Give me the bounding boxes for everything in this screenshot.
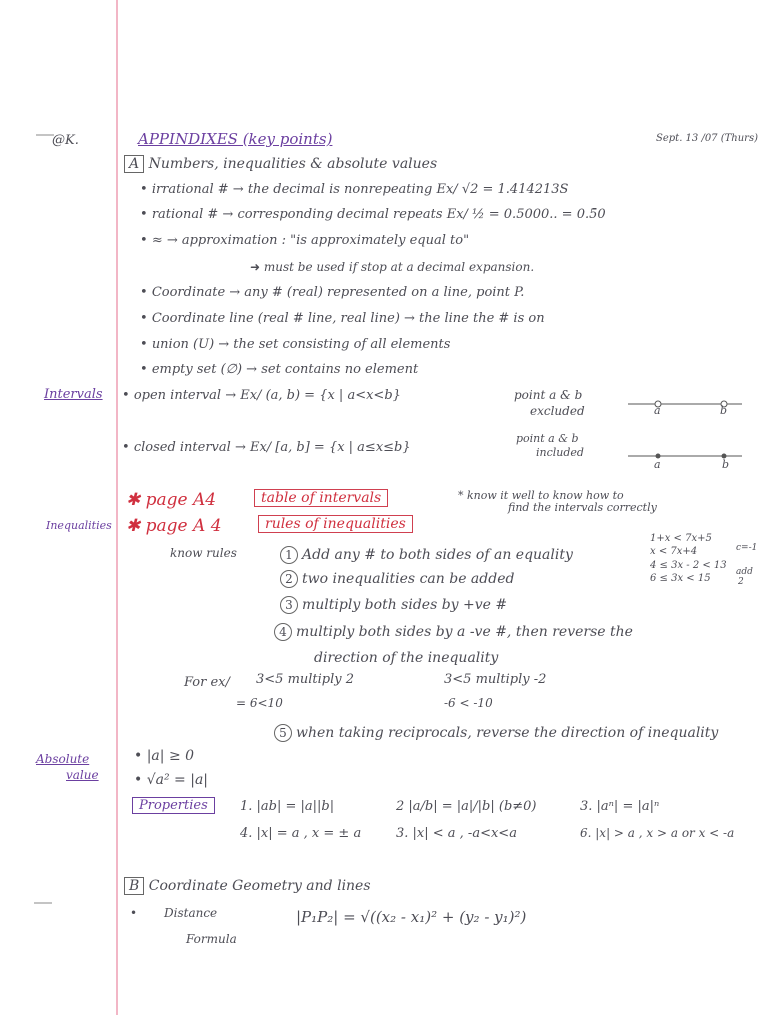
rule-3: 3 multiply both sides by +ve # <box>280 596 507 614</box>
rule-2: 2 two inequalities can be added <box>280 570 514 588</box>
bullet-empty-set: • empty set (∅) → set contains no element <box>140 362 419 377</box>
table-of-intervals-label: table of intervals <box>254 489 388 507</box>
abs-bullet-1: • |a| ≥ 0 <box>134 748 195 764</box>
closed-note-1: point a & b <box>516 432 579 445</box>
side-calc-2num: 2 <box>738 577 744 587</box>
closed-a-label: a <box>654 458 661 471</box>
side-calc-1: 1+x < 7x+5 <box>650 533 712 544</box>
section-b-title: Coordinate Geometry and lines <box>148 878 371 894</box>
open-note-1: point a & b <box>514 388 583 402</box>
section-a-label: A <box>124 155 144 173</box>
side-calc-4: 6 ≤ 3x < 15 <box>650 573 711 584</box>
property-3: 3. |aⁿ| = |a|ⁿ <box>580 799 660 814</box>
example-2b: -6 < -10 <box>444 696 493 710</box>
property-1: 1. |ab| = |a||b| <box>240 799 335 814</box>
property-6: 6. |x| > a , x > a or x < -a <box>580 826 735 840</box>
section-a-heading <box>124 156 437 172</box>
margin-dash-1 <box>36 132 56 138</box>
open-note-2: excluded <box>530 404 585 418</box>
bullet-approx: • ≈ → approximation : "is approximately equal to" <box>140 233 470 248</box>
bullet-irrational: • irrational # → the decimal is nonrepeating Ex/ √2 = 1.414213S <box>140 182 569 197</box>
example-2a: 3<5 multiply -2 <box>444 672 547 687</box>
rule-4-cont: direction of the inequality <box>314 650 499 666</box>
property-5: 3. |x| < a , -a<x<a <box>396 826 517 841</box>
date: Sept. 13 /07 (Thurs) <box>656 133 758 144</box>
rule-5: 5 when taking reciprocals, reverse the direction of inequality <box>274 724 718 742</box>
distance-formula: |P₁P₂| = √((x₂ - x₁)² + (y₂ - y₁)²) <box>296 908 527 926</box>
section-a-title: Numbers, inequalities & absolute values <box>148 156 438 172</box>
margin-label-value: value <box>66 768 99 782</box>
margin-label-inequalities: Inequalities <box>46 519 112 532</box>
know-rules: know rules <box>170 546 237 560</box>
bullet-coordinate: • Coordinate → any # (real) represented on a line, point P. <box>140 285 525 300</box>
page-title: APPINDIXES (key points) <box>138 130 333 148</box>
open-interval: • open interval → Ex/ (a, b) = {x | a<x<b} <box>122 388 401 403</box>
margin-dash-2 <box>34 900 54 906</box>
check-mark: @K. <box>52 133 79 148</box>
property-4: 4. |x| = a , x = ± a <box>240 826 362 841</box>
open-b-label: b <box>720 404 728 417</box>
side-calc-add: add <box>736 567 753 577</box>
for-ex: For ex/ <box>184 675 230 690</box>
distance-label: Distance <box>164 906 218 920</box>
rule-4: 4 multiply both sides by a -ve #, then reverse the <box>274 623 633 641</box>
page-a4-second: ✱ page A 4 <box>126 516 222 536</box>
know-note-2: find the intervals correctly <box>508 501 657 514</box>
bullet-coordinate-line: • Coordinate line (real # line, real line) → the line the # is on <box>140 311 545 326</box>
open-a-label: a <box>654 404 661 417</box>
page-a4-first: ✱ page A4 <box>126 490 217 510</box>
example-1a: 3<5 multiply 2 <box>256 672 355 687</box>
margin-line <box>116 0 118 1015</box>
know-note-1: * know it well to know how to <box>458 489 624 502</box>
open-interval-number-line <box>626 396 746 420</box>
closed-note-2: included <box>536 446 584 459</box>
section-b-heading <box>124 878 371 894</box>
rule-1: 1 Add any # to both sides of an equality <box>280 546 573 564</box>
abs-bullet-2: • √a² = |a| <box>134 772 209 788</box>
bullet-union: • union (U) → the set consisting of all elements <box>140 337 451 352</box>
margin-label-absolute: Absolute <box>36 752 90 766</box>
side-calc-3: 4 ≤ 3x - 2 < 13 <box>650 560 727 571</box>
bullet-rational: • rational # → corresponding decimal repeats Ex/ ½ = 0.5000.. = 0.5̄0 <box>140 207 606 222</box>
section-b-label: B <box>124 877 144 895</box>
formula-label: Formula <box>186 932 237 946</box>
closed-b-label: b <box>722 458 730 471</box>
closed-interval: • closed interval → Ex/ [a, b] = {x | a≤x≤b} <box>122 440 411 455</box>
property-2: 2 |a/b| = |a|/|b| (b≠0) <box>396 799 537 814</box>
side-calc-c: c=-1 <box>736 543 758 553</box>
margin-label-intervals: Intervals <box>44 387 103 402</box>
example-1b: = 6<10 <box>236 696 283 710</box>
bullet-approx-note: ➜ must be used if stop at a decimal expansion. <box>250 260 535 274</box>
rules-of-inequalities-label: rules of inequalities <box>258 515 413 533</box>
distance-bullet: • <box>130 906 138 920</box>
properties-label: Properties <box>132 797 215 814</box>
side-calc-2: x < 7x+4 <box>650 546 698 557</box>
